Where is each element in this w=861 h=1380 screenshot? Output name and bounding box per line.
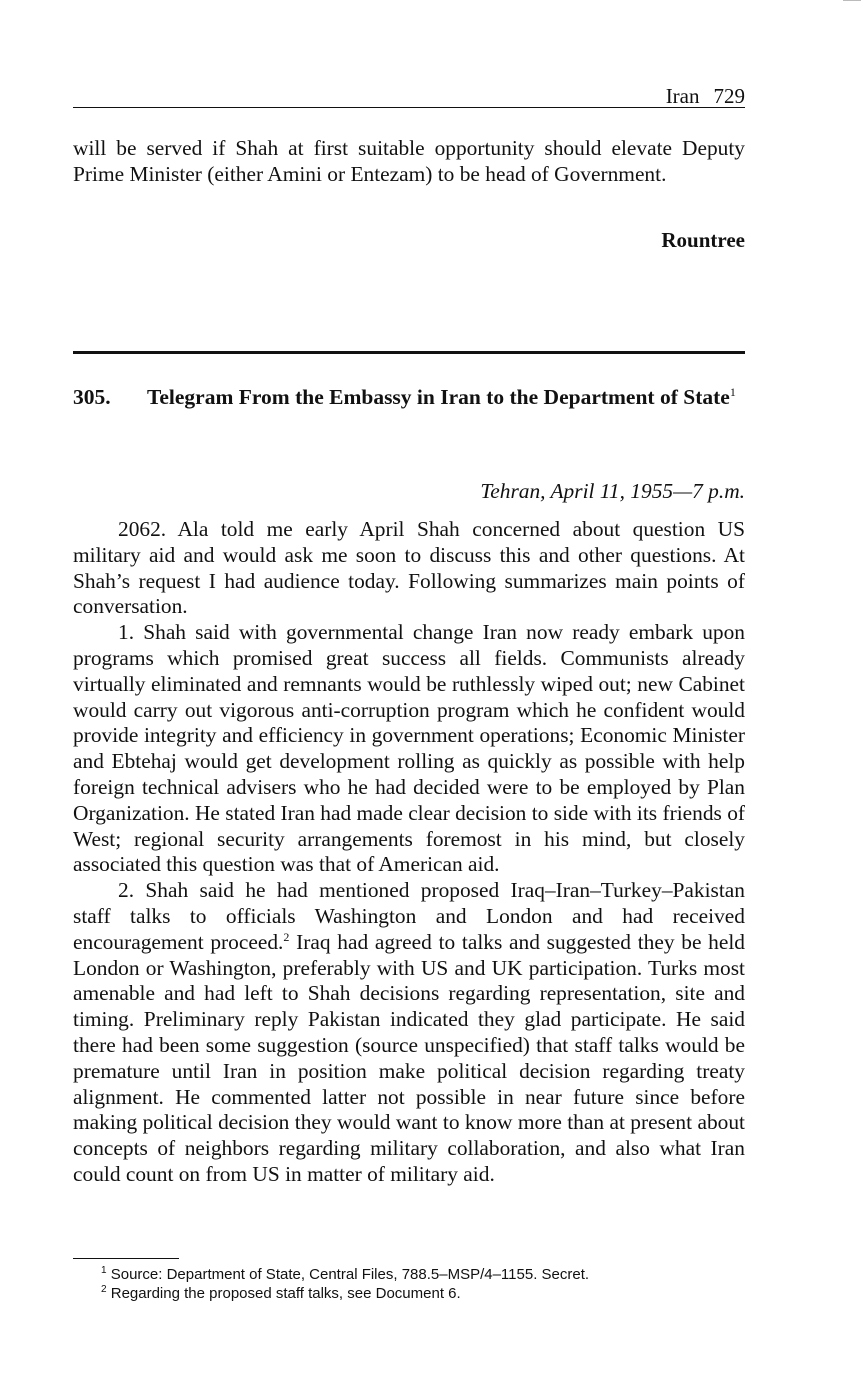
page-edge-line — [843, 0, 861, 5]
footnote-ref-1: 1 — [729, 384, 736, 399]
footnote-rule — [73, 1258, 179, 1259]
footnote — [101, 1284, 741, 1303]
footnote — [101, 1265, 741, 1284]
continuation-paragraph: will be served if Shah at first suitable opportunity should elevate Deputy Prime Minister (either Amini or Entezam) to be head of Government. — [73, 136, 745, 186]
body-paragraph — [73, 878, 745, 1188]
section-rule — [73, 351, 745, 354]
telegram-body — [73, 517, 745, 1188]
signature: Rountree — [661, 228, 745, 252]
footnote-marker: 2 — [101, 1284, 107, 1295]
body-paragraph: 2062. Ala told me early April Shah concerned about question US military aid and would ask me soon to discuss this and other questions. At Shah’s request I had audience today. Following summarizes main points of conversation. — [73, 517, 745, 619]
footnote-ref-2: 2 — [283, 929, 290, 944]
page-number: 729 — [713, 84, 745, 108]
header-title: Iran — [665, 84, 700, 108]
footnote-marker: 1 — [101, 1265, 107, 1276]
paragraph-text-b: Iraq had agreed to talks and suggested they be held London or Washington, preferably with US and UK participation. Turks most amenable and had left to Shah decisions regarding representation, site and timing. Preliminary reply Pakistan indicated they glad participate. He said there had been some suggestion (source unspecified) that staff talks would be premature until Iran in position make political decision regarding treaty alignment. He commented latter not possible in near future since before making political decision they would want to know more than at present about concepts of neighbors regarding military collaboration, and also what Iran could count on from US in matter of military aid. — [73, 929, 745, 1186]
paragraph-text-a: 2. Shah said he had mentioned proposed Iraq–Iran–Turkey–Pakistan staff talks to officials Washington and London and had received encouragement proceed. — [73, 878, 745, 954]
document-title-text: Telegram From the Embassy in Iran to the Department of State — [147, 385, 730, 409]
dateline: Tehran, April 11, 1955—7 p.m. — [480, 479, 745, 503]
footnote-text: Regarding the proposed staff talks, see Document 6. — [110, 1285, 461, 1302]
header-rule — [73, 107, 745, 108]
body-paragraph: 1. Shah said with governmental change Iran now ready embark upon programs which promised great success all fields. Communists already virtually eliminated and remnants would be ruthlessly wiped out; new Cabinet would carry out vigorous anti-corruption program which he confident would provide integrity and efficiency in government operations; Economic Minister and Ebtehaj would get development rolling as quickly as possible with help foreign technical advisers who he had decided were to be employed by Plan Organization. He stated Iran had made clear decision to side with its friends of West; regional security arrangements foremost in his mind, but closely associated this question was that of American aid. — [73, 620, 746, 877]
document-number: 305. — [73, 385, 111, 409]
footnotes — [101, 1265, 741, 1303]
document-title — [147, 384, 745, 410]
running-header — [73, 82, 745, 110]
footnote-text: Source: Department of State, Central Files, 788.5–MSP/4–1155. Secret. — [110, 1266, 590, 1283]
